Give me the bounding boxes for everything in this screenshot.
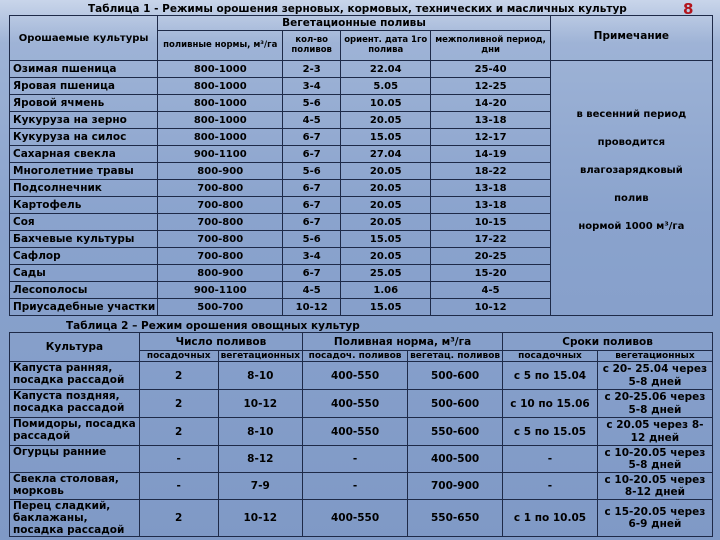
irrigation-interval: 20-25: [431, 248, 550, 265]
header2-count: Число поливов: [139, 333, 302, 351]
irrigation-interval: 25-40: [431, 61, 550, 78]
first-irrigation-date: 15.05: [341, 129, 431, 146]
planting-count: 2: [139, 418, 218, 446]
first-irrigation-date: 5.05: [341, 78, 431, 95]
planting-term: с 1 по 10.05: [503, 500, 598, 537]
planting-norm: 400-550: [303, 418, 408, 446]
irrigation-interval: 13-18: [431, 197, 550, 214]
planting-count: 2: [139, 362, 218, 390]
irrigation-norm: 900-1100: [158, 146, 283, 163]
table-row: [10, 61, 713, 78]
header-crop: Орошаемые культуры: [10, 16, 158, 61]
irrigation-norm: 700-800: [158, 214, 283, 231]
sub-norm-veg: вегетац. поливов: [408, 351, 503, 362]
vegetables-irrigation-table: [9, 332, 713, 537]
first-irrigation-date: 10.05: [341, 95, 431, 112]
vegetation-count: 8-12: [218, 446, 302, 473]
table-row: [10, 418, 713, 446]
irrigation-count: 2-3: [283, 61, 341, 78]
vegetation-norm: 700-900: [408, 473, 503, 500]
vegetation-term: с 20- 25.04 через 5-8 дней: [597, 362, 712, 390]
vegetation-norm: 400-500: [408, 446, 503, 473]
vegetation-term: с 15-20.05 через 6-9 дней: [597, 500, 712, 537]
irrigation-norm: 700-800: [158, 180, 283, 197]
header-date: ориент. дата 1го полива: [341, 31, 431, 61]
irrigation-interval: 17-22: [431, 231, 550, 248]
irrigation-norm: 700-800: [158, 197, 283, 214]
sub-terms-veg: вегетационных: [597, 351, 712, 362]
crop-name: Яровой ячмень: [10, 95, 158, 112]
irrigation-count: 3-4: [283, 78, 341, 95]
vegetation-term: с 10-20.05 через 8-12 дней: [597, 473, 712, 500]
irrigation-interval: 10-12: [431, 299, 550, 316]
note-line: полив: [614, 193, 649, 204]
irrigation-count: 3-4: [283, 248, 341, 265]
irrigation-count: 5-6: [283, 231, 341, 248]
first-irrigation-date: 20.05: [341, 197, 431, 214]
first-irrigation-date: 20.05: [341, 163, 431, 180]
irrigation-count: 10-12: [283, 299, 341, 316]
note-line: в весенний период: [576, 109, 687, 120]
irrigation-norm: 500-700: [158, 299, 283, 316]
vegetation-term: с 20-25.06 через 5-8 дней: [597, 390, 712, 418]
note-line: проводится: [597, 137, 666, 148]
table-row: [10, 362, 713, 390]
table-row: [10, 446, 713, 473]
sub-count-veg: вегетационных: [218, 351, 302, 362]
irrigation-count: 6-7: [283, 129, 341, 146]
crop-name: Подсолнечник: [10, 180, 158, 197]
vegetable-name: Помидоры, посадка рассадой: [10, 418, 140, 446]
planting-count: 2: [139, 390, 218, 418]
planting-norm: 400-550: [303, 390, 408, 418]
irrigation-interval: 13-18: [431, 180, 550, 197]
planting-count: -: [139, 446, 218, 473]
vegetation-norm: 550-600: [408, 418, 503, 446]
irrigation-interval: 14-20: [431, 95, 550, 112]
crop-name: Сады: [10, 265, 158, 282]
planting-count: -: [139, 473, 218, 500]
vegetable-name: Огурцы ранние: [10, 446, 140, 473]
irrigation-norm: 700-800: [158, 248, 283, 265]
note-line: влагозарядковый: [579, 165, 683, 176]
note-cell: [550, 61, 712, 316]
planting-term: с 5 по 15.05: [503, 418, 598, 446]
table-row: [10, 500, 713, 537]
first-irrigation-date: 15.05: [341, 299, 431, 316]
table-row: [10, 473, 713, 500]
irrigation-count: 6-7: [283, 180, 341, 197]
header2-crop: Культура: [10, 333, 140, 362]
crop-name: Яровая пшеница: [10, 78, 158, 95]
vegetation-norm: 550-650: [408, 500, 503, 537]
irrigation-norm: 800-900: [158, 265, 283, 282]
header-note: Примечание: [550, 16, 712, 61]
crop-name: Сахарная свекла: [10, 146, 158, 163]
irrigation-norm: 800-1000: [158, 129, 283, 146]
irrigation-norm: 800-1000: [158, 95, 283, 112]
first-irrigation-date: 1.06: [341, 282, 431, 299]
irrigation-norm: 800-900: [158, 163, 283, 180]
planting-norm: 400-550: [303, 500, 408, 537]
crop-name: Приусадебные участки: [10, 299, 158, 316]
header-count: кол-во поливов: [283, 31, 341, 61]
irrigation-interval: 14-19: [431, 146, 550, 163]
irrigation-interval: 4-5: [431, 282, 550, 299]
table2-title: Таблица 2 – Режим орошения овощных культур: [66, 320, 360, 332]
vegetation-count: 8-10: [218, 418, 302, 446]
planting-term: с 10 по 15.06: [503, 390, 598, 418]
irrigation-count: 6-7: [283, 146, 341, 163]
first-irrigation-date: 22.04: [341, 61, 431, 78]
irrigation-count: 5-6: [283, 163, 341, 180]
irrigation-count: 6-7: [283, 214, 341, 231]
irrigation-count: 4-5: [283, 282, 341, 299]
irrigation-count: 5-6: [283, 95, 341, 112]
planting-term: -: [503, 446, 598, 473]
irrigation-norm: 800-1000: [158, 61, 283, 78]
first-irrigation-date: 20.05: [341, 248, 431, 265]
first-irrigation-date: 27.04: [341, 146, 431, 163]
planting-norm: -: [303, 473, 408, 500]
header-norm: поливные нормы, м³/га: [158, 31, 283, 61]
vegetation-count: 7-9: [218, 473, 302, 500]
sub-count-plant: посадочных: [139, 351, 218, 362]
crop-name: Кукуруза на силос: [10, 129, 158, 146]
vegetation-count: 8-10: [218, 362, 302, 390]
sub-terms-plant: посадочных: [503, 351, 598, 362]
first-irrigation-date: 20.05: [341, 112, 431, 129]
crop-name: Картофель: [10, 197, 158, 214]
planting-term: с 5 по 15.04: [503, 362, 598, 390]
crops-irrigation-table: [9, 15, 713, 316]
irrigation-interval: 12-17: [431, 129, 550, 146]
vegetable-name: Капуста поздняя, посадка рассадой: [10, 390, 140, 418]
irrigation-interval: 13-18: [431, 112, 550, 129]
first-irrigation-date: 20.05: [341, 214, 431, 231]
irrigation-interval: 15-20: [431, 265, 550, 282]
irrigation-interval: 12-25: [431, 78, 550, 95]
planting-norm: -: [303, 446, 408, 473]
crop-name: Кукуруза на зерно: [10, 112, 158, 129]
crop-name: Озимая пшеница: [10, 61, 158, 78]
first-irrigation-date: 15.05: [341, 231, 431, 248]
irrigation-interval: 18-22: [431, 163, 550, 180]
table-row: [10, 390, 713, 418]
table1-title: Таблица 1 - Режимы орошения зерновых, кормовых, технических и масличных культур: [88, 3, 627, 15]
irrigation-count: 4-5: [283, 112, 341, 129]
planting-term: -: [503, 473, 598, 500]
first-irrigation-date: 20.05: [341, 180, 431, 197]
irrigation-norm: 800-1000: [158, 78, 283, 95]
crop-name: Многолетние травы: [10, 163, 158, 180]
sub-norm-plant: посадоч. поливов: [303, 351, 408, 362]
planting-norm: 400-550: [303, 362, 408, 390]
planting-count: 2: [139, 500, 218, 537]
vegetation-norm: 500-600: [408, 390, 503, 418]
irrigation-interval: 10-15: [431, 214, 550, 231]
vegetation-count: 10-12: [218, 500, 302, 537]
page-number: 8: [683, 0, 694, 18]
header2-terms: Сроки поливов: [503, 333, 713, 351]
header-interval: межполивной период, дни: [431, 31, 550, 61]
vegetation-term: с 10-20.05 через 5-8 дней: [597, 446, 712, 473]
irrigation-count: 6-7: [283, 265, 341, 282]
crop-name: Соя: [10, 214, 158, 231]
header2-norm: Поливная норма, м³/га: [303, 333, 503, 351]
header-vegetation: Вегетационные поливы: [158, 16, 551, 31]
irrigation-norm: 700-800: [158, 231, 283, 248]
irrigation-norm: 800-1000: [158, 112, 283, 129]
vegetable-name: Капуста ранняя, посадка рассадой: [10, 362, 140, 390]
vegetable-name: Перец сладкий, баклажаны, посадка рассадой: [10, 500, 140, 537]
note-line: нормой 1000 м³/га: [578, 221, 685, 232]
vegetation-count: 10-12: [218, 390, 302, 418]
crop-name: Сафлор: [10, 248, 158, 265]
irrigation-count: 6-7: [283, 197, 341, 214]
irrigation-norm: 900-1100: [158, 282, 283, 299]
first-irrigation-date: 25.05: [341, 265, 431, 282]
vegetation-norm: 500-600: [408, 362, 503, 390]
vegetation-term: с 20.05 через 8-12 дней: [597, 418, 712, 446]
crop-name: Лесополосы: [10, 282, 158, 299]
vegetable-name: Свекла столовая, морковь: [10, 473, 140, 500]
crop-name: Бахчевые культуры: [10, 231, 158, 248]
